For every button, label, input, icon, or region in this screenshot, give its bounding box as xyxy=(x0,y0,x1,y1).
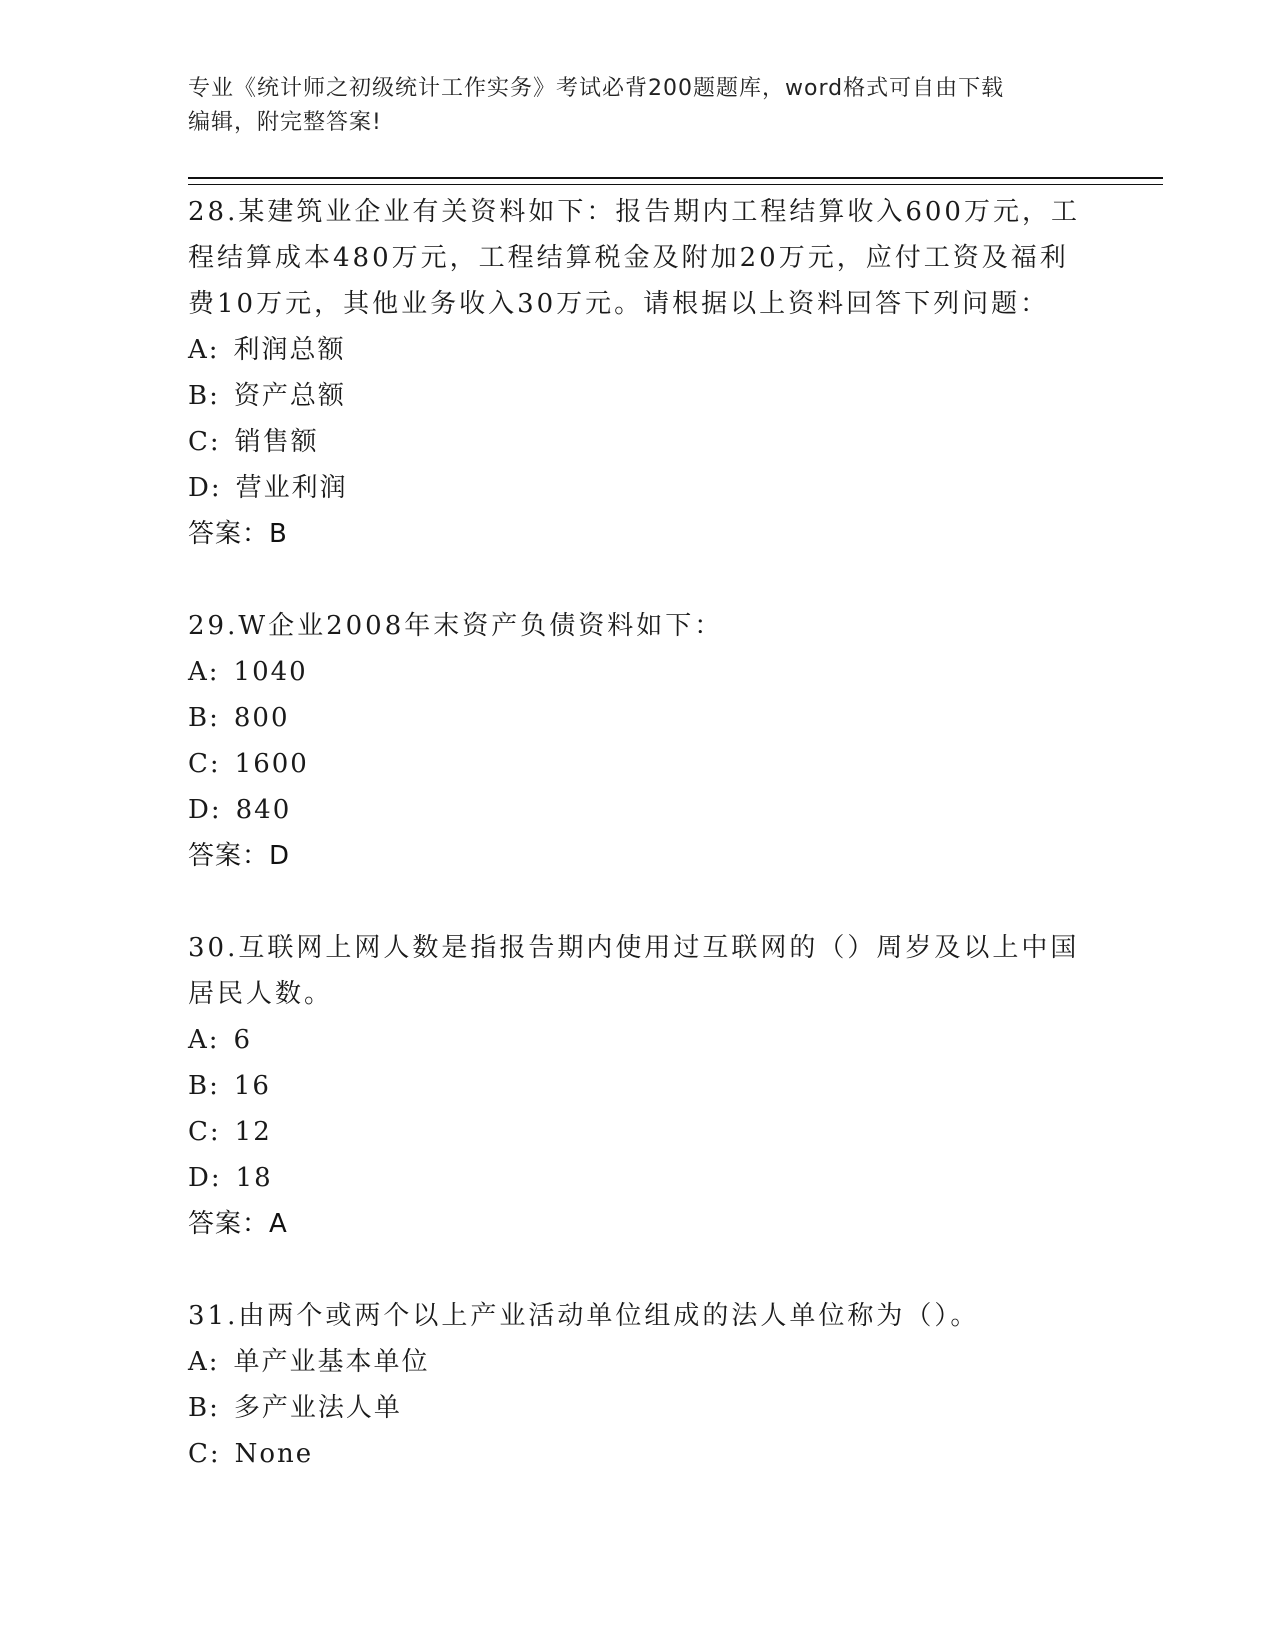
option-b xyxy=(188,373,1088,419)
option-d xyxy=(188,465,1088,511)
option-label: B: xyxy=(188,703,220,733)
answer: 答案：B xyxy=(188,519,288,549)
answer: 答案：D xyxy=(188,841,291,871)
option-label: B: xyxy=(188,381,220,411)
question-28 xyxy=(188,189,1088,557)
option-text: None xyxy=(234,1439,314,1469)
option-text: 6 xyxy=(233,1025,253,1055)
option-label: A: xyxy=(188,657,220,687)
option-label: B: xyxy=(188,1393,220,1423)
question-text-line: 31.由两个或两个以上产业活动单位组成的法人单位称为（）。 xyxy=(188,1301,980,1331)
question-text-line: 29.W企业2008年末资产负债资料如下： xyxy=(188,611,724,641)
option-text: 12 xyxy=(234,1117,272,1147)
option-c xyxy=(188,419,1088,465)
option-label: C: xyxy=(188,427,221,457)
option-d xyxy=(188,1155,1088,1201)
option-text: 营业利润 xyxy=(235,473,348,503)
option-text: 840 xyxy=(235,795,292,825)
option-text: 18 xyxy=(235,1163,273,1193)
option-a xyxy=(188,649,1088,695)
option-c xyxy=(188,741,1088,787)
option-label: A: xyxy=(188,335,220,365)
option-text: 单产业基本单位 xyxy=(233,1347,430,1377)
option-label: C: xyxy=(188,749,221,779)
option-label: A: xyxy=(188,1347,220,1377)
document-header xyxy=(188,72,1068,140)
option-label: C: xyxy=(188,1117,221,1147)
option-text: 16 xyxy=(233,1071,271,1101)
option-c xyxy=(188,1431,1088,1477)
option-text: 多产业法人单 xyxy=(233,1393,402,1423)
header-line-1: 专业《统计师之初级统计工作实务》考试必背200题题库，word格式可自由下载 xyxy=(188,76,1005,101)
option-text: 1600 xyxy=(234,749,309,779)
option-c xyxy=(188,1109,1088,1155)
question-31 xyxy=(188,1293,1088,1477)
option-label: D: xyxy=(188,795,222,825)
question-text-line: 居民人数。 xyxy=(188,979,334,1009)
option-a xyxy=(188,327,1088,373)
option-a xyxy=(188,1017,1088,1063)
question-30 xyxy=(188,925,1088,1247)
option-label: A: xyxy=(188,1025,220,1055)
option-a xyxy=(188,1339,1088,1385)
question-text-line: 程结算成本480万元，工程结算税金及附加20万元，应付工资及福利 xyxy=(188,243,1069,273)
option-text: 利润总额 xyxy=(233,335,346,365)
question-29 xyxy=(188,603,1088,879)
option-text: 1040 xyxy=(233,657,308,687)
option-label: C: xyxy=(188,1439,221,1469)
option-label: D: xyxy=(188,1163,222,1193)
option-b xyxy=(188,1063,1088,1109)
option-label: D: xyxy=(188,473,222,503)
option-d xyxy=(188,787,1088,833)
question-text-line: 28.某建筑业企业有关资料如下：报告期内工程结算收入600万元，工 xyxy=(188,197,1080,227)
option-b xyxy=(188,1385,1088,1431)
question-list xyxy=(188,189,1088,1523)
question-text-line: 费10万元，其他业务收入30万元。请根据以上资料回答下列问题： xyxy=(188,289,1050,319)
header-divider-thick xyxy=(188,177,1163,179)
answer: 答案：A xyxy=(188,1209,288,1239)
option-text: 800 xyxy=(233,703,290,733)
option-b xyxy=(188,695,1088,741)
option-label: B: xyxy=(188,1071,220,1101)
option-text: 资产总额 xyxy=(233,381,346,411)
header-line-2: 编辑，附完整答案! xyxy=(188,110,382,135)
question-text-line: 30.互联网上网人数是指报告期内使用过互联网的（）周岁及以上中国 xyxy=(188,933,1080,963)
header-divider-thin xyxy=(188,184,1163,185)
option-text: 销售额 xyxy=(234,427,319,457)
